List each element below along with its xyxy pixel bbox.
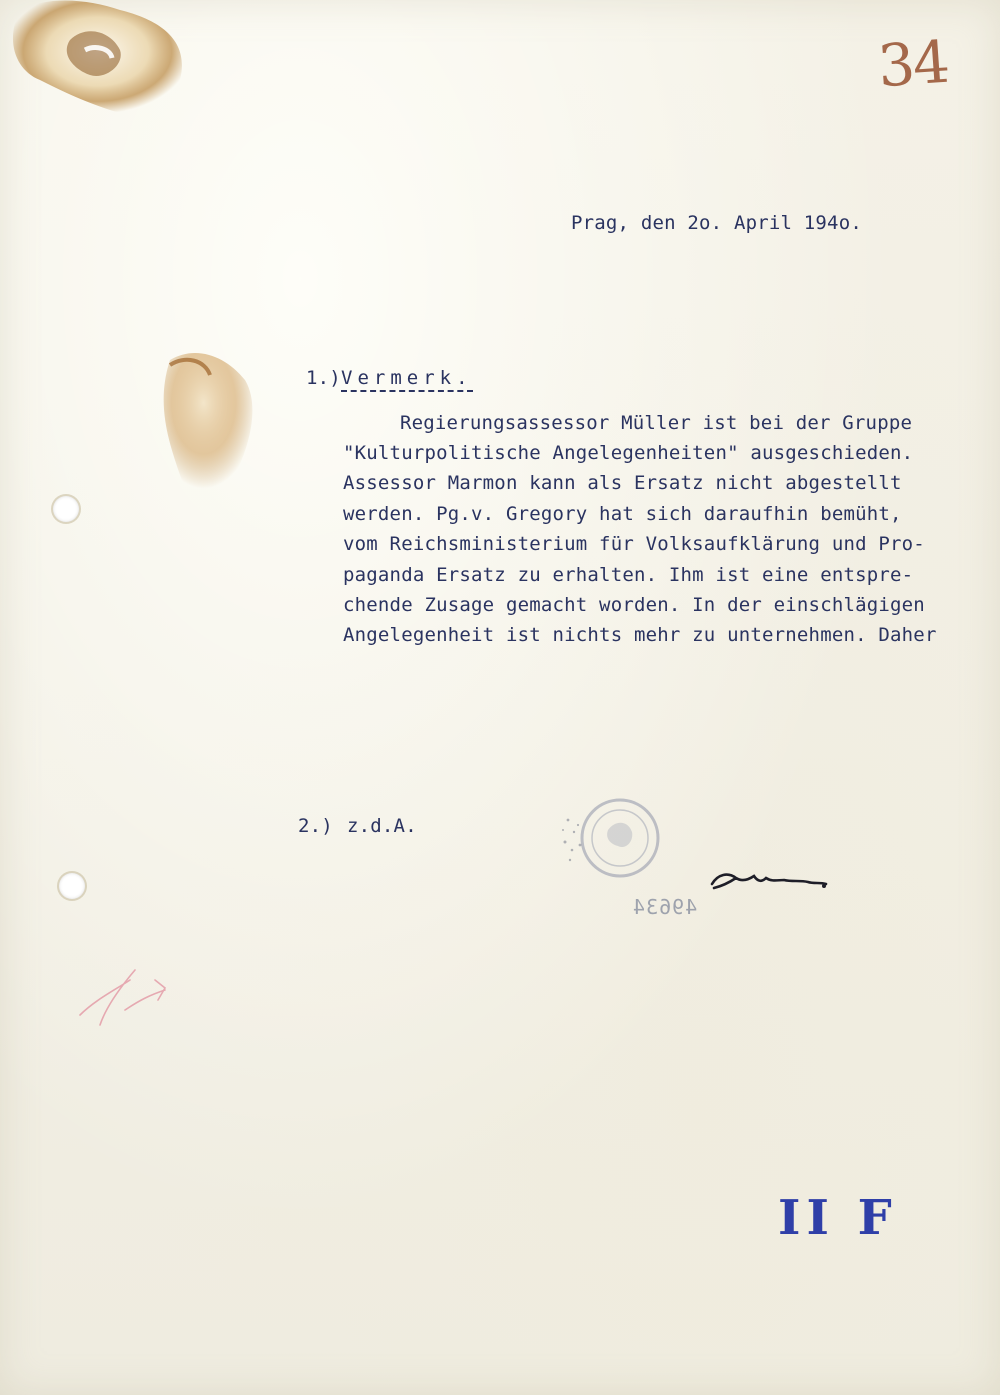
body-line: Regierungsassessor Müller ist bei der Gruppe (400, 412, 913, 434)
item-1-heading: Vermerk. (341, 367, 473, 392)
date-line: Prag, den 2o. April 194o. (571, 212, 862, 234)
stamp-icon (560, 790, 670, 890)
item-1-number: 1.) (306, 367, 341, 389)
item-2-number: 2.) (298, 815, 333, 837)
body-line: vom Reichsministerium für Volksaufklärung und Pro- (343, 533, 925, 555)
body-line: Angelegenheit ist nichts mehr zu unternehmen. Daher (343, 624, 937, 646)
body-line: chende Zusage gemacht worden. In der einschlägigen (343, 594, 925, 616)
punch-hole (53, 496, 79, 522)
item-2-text: z.d.A. (347, 815, 417, 837)
body-line: paganda Ersatz zu erhalten. Ihm ist eine entspre- (343, 564, 914, 586)
handwritten-initials-icon (70, 940, 180, 1040)
memo-body (343, 412, 937, 646)
signature-icon (708, 862, 838, 902)
section-mark: II F (778, 1190, 898, 1246)
stain-left-middle (150, 345, 270, 515)
body-line: werden. Pg.v. Gregory hat sich daraufhin bemüht, (343, 503, 902, 525)
folio-number: 34 (875, 27, 951, 101)
body-line: "Kulturpolitische Angelegenheiten" ausgeschieden. (343, 442, 914, 464)
stamp-number: 49634 (632, 895, 698, 919)
stain-top-left (0, 0, 200, 140)
punch-hole (59, 873, 85, 899)
body-line: Assessor Marmon kann als Ersatz nicht abgestellt (343, 472, 902, 494)
